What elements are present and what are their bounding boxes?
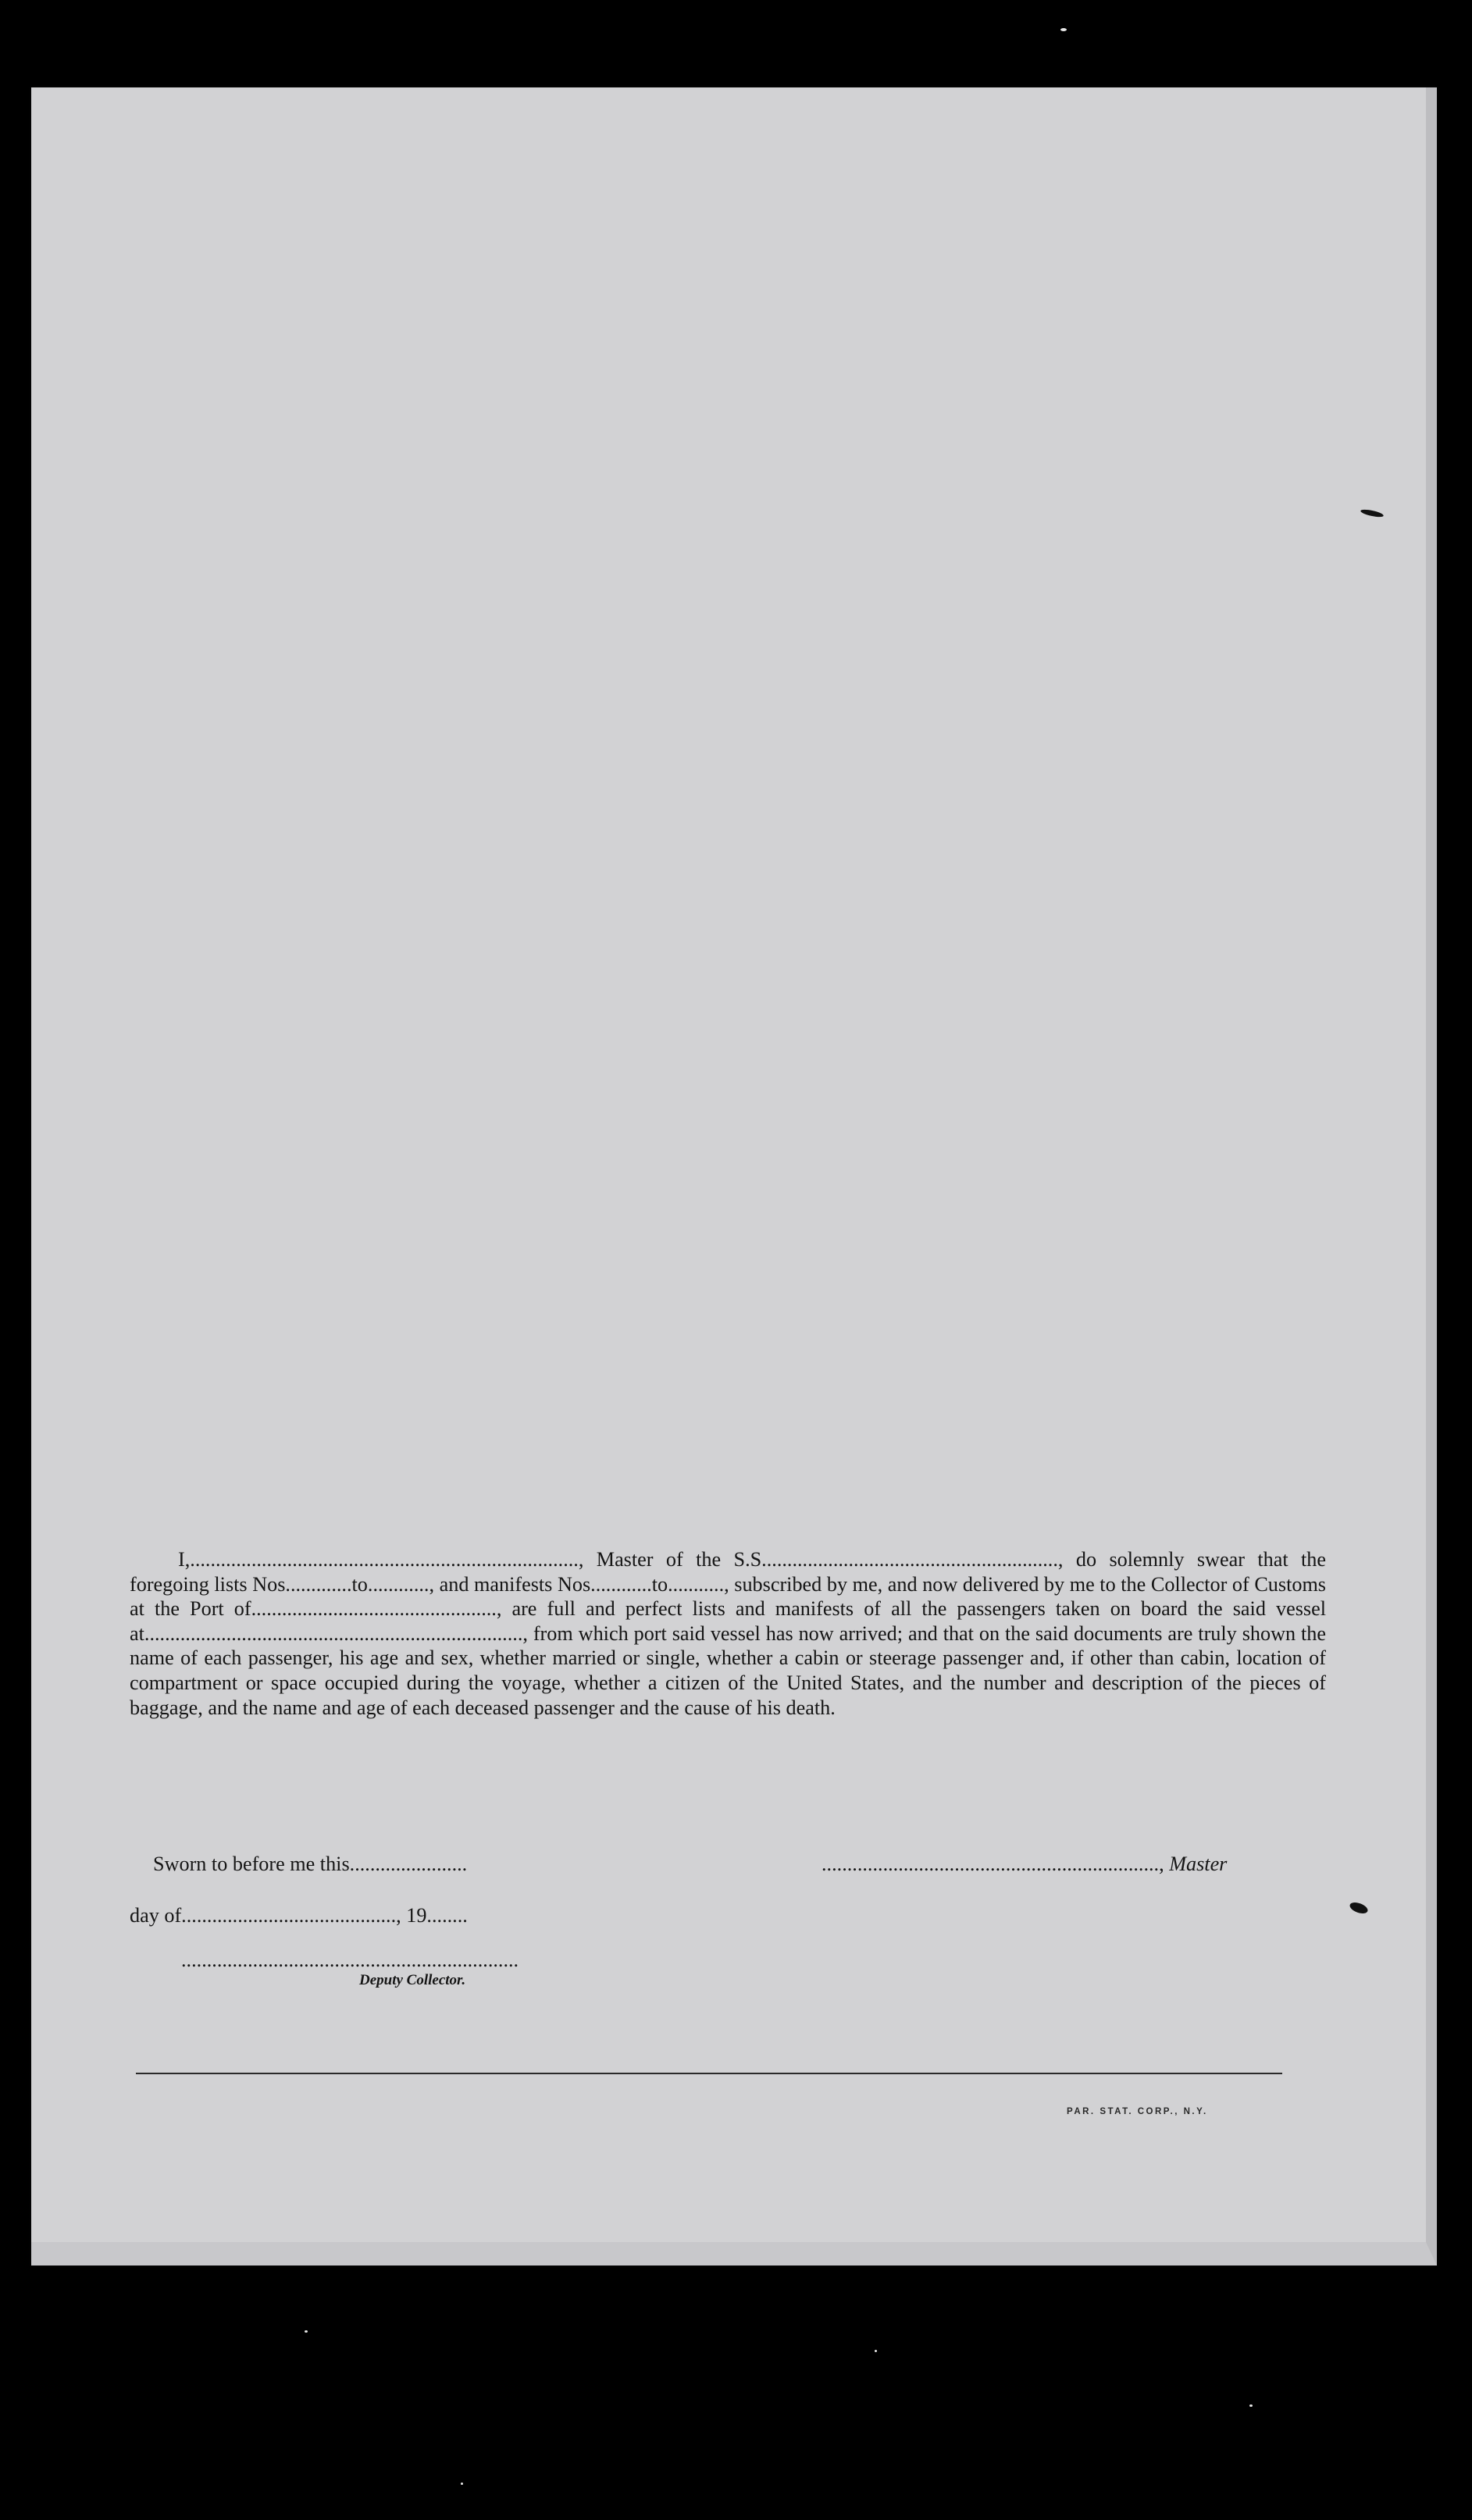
scan-artifact-speck (1060, 28, 1067, 31)
master-signature-line (822, 1853, 1227, 1876)
form-page (31, 87, 1437, 2266)
deputy-collector-label: Deputy Collector. (359, 1972, 466, 1988)
scan-artifact-speck (461, 2483, 463, 2485)
date-line: day of.........................................., 19........ (130, 1904, 468, 1927)
printer-imprint: PAR. STAT. CORP., N.Y. (1067, 2107, 1208, 2116)
scan-artifact-speck (1249, 2404, 1253, 2407)
scan-artifact-speck (875, 2350, 877, 2352)
horizontal-rule (136, 2073, 1282, 2074)
sworn-before-line: Sworn to before me this....................... (153, 1853, 468, 1875)
master-label: Master (1169, 1853, 1228, 1875)
deputy-signature-dots: .................................................................. (181, 1949, 519, 1971)
oath-paragraph: I,............................................................................, Master of the S.S.........................................................., do solemnly swear that the foregoing lists Nos.............to............, and manifests Nos............to..........., subscribed by me, and now delivered by me to the Collector of Customs at the Port of................................................, are full and perfect lists and manifests of all the passengers taken on board the said vessel at.........................................................................., from which port said vessel has now arrived; and that on the said documents are truly shown the name of each passenger, his age and sex, whether married or single, whether a cabin or steerage passenger and, if other than cabin, location of compartment or space occupied during the voyage, whether a citizen of the United States, and the number and description of the pieces of baggage, and the name and age of each deceased passenger and the cause of his death. (130, 1548, 1326, 1719)
page-edge-shadow (31, 87, 1437, 2266)
scan-artifact-speck (305, 2330, 308, 2333)
master-signature-dots: .................................................................., (822, 1853, 1164, 1875)
